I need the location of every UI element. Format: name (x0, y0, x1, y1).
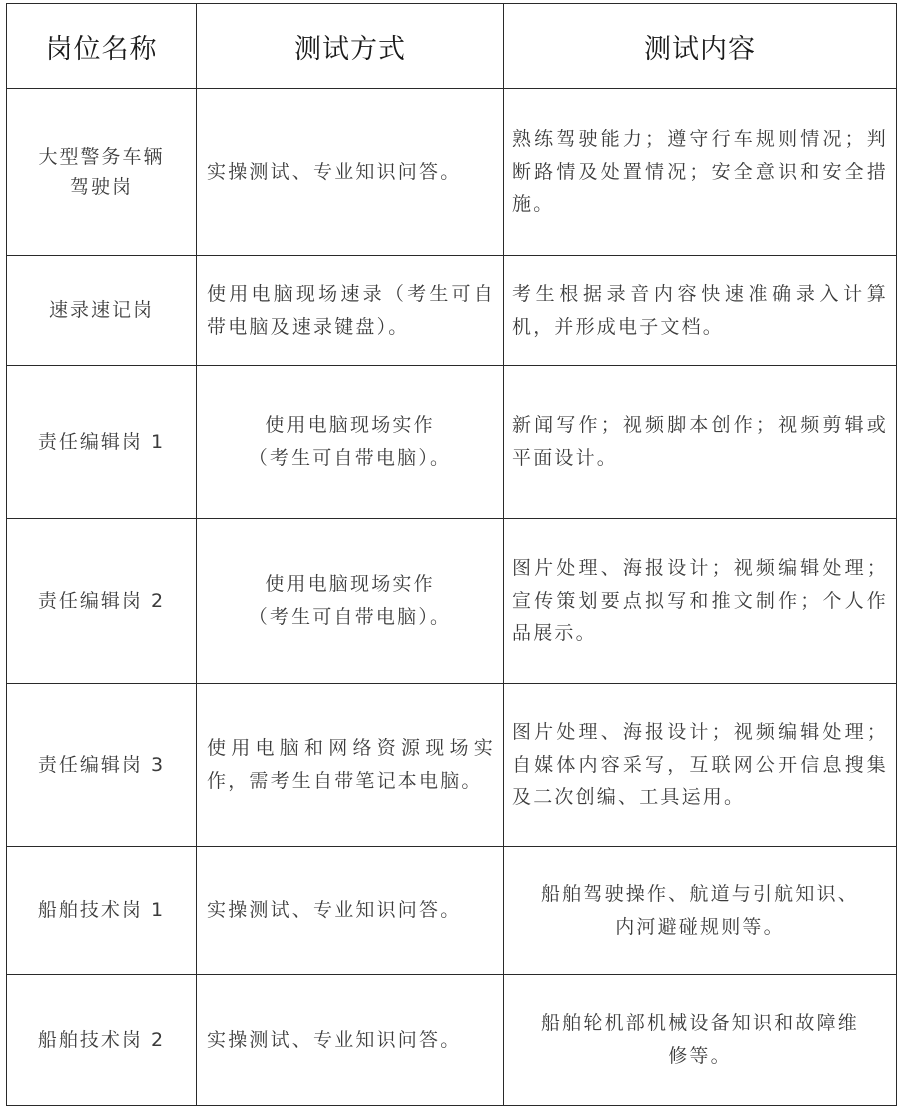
table-row (7, 847, 897, 975)
position-name-line: 大型警务车辆 (38, 145, 165, 168)
test-method-line: 使用电脑现场实作 (265, 414, 435, 437)
table-row (7, 684, 897, 847)
position-name-cell: 船舶技术岗 1 (7, 847, 197, 975)
test-method-cell (197, 519, 504, 684)
test-content-line: 船舶轮机部机械设备知识和故障维 (540, 1012, 859, 1035)
position-name-line: 驾驶岗 (69, 176, 133, 198)
position-name-cell: 责任编辑岗 1 (7, 366, 197, 519)
test-method-cell: 实操测试、专业知识问答。 (197, 847, 504, 975)
test-content-cell: 图片处理、海报设计；视频编辑处理；自媒体内容采写，互联网公开信息搜集及二次创编、工具运用。 (504, 684, 897, 847)
test-content-cell: 熟练驾驶能力；遵守行车规则情况；判断路情及处置情况；安全意识和安全措施。 (504, 89, 897, 256)
test-content-cell (504, 847, 897, 975)
test-content-cell: 考生根据录音内容快速准确录入计算机，并形成电子文档。 (504, 256, 897, 366)
test-method-line: （考生可自带电脑）。 (248, 606, 452, 628)
test-method-cell (197, 366, 504, 519)
position-name-cell: 责任编辑岗 3 (7, 684, 197, 847)
header-position-name: 岗位名称 (7, 4, 197, 89)
table-row (7, 89, 897, 256)
position-name-cell: 速录速记岗 (7, 256, 197, 366)
test-method-cell: 使用电脑现场速录（考生可自带电脑及速录键盘）。 (197, 256, 504, 366)
table-row (7, 975, 897, 1106)
test-method-line: （考生可自带电脑）。 (248, 447, 452, 469)
position-name-cell: 责任编辑岗 2 (7, 519, 197, 684)
header-test-method: 测试方式 (197, 4, 504, 89)
test-content-line: 船舶驾驶操作、航道与引航知识、 (540, 882, 859, 905)
test-method-cell: 实操测试、专业知识问答。 (197, 89, 504, 256)
position-name-cell (7, 89, 197, 256)
test-content-line: 修等。 (668, 1045, 732, 1067)
test-content-cell: 图片处理、海报设计；视频编辑处理；宣传策划要点拟写和推文制作；个人作品展示。 (504, 519, 897, 684)
test-method-cell: 实操测试、专业知识问答。 (197, 975, 504, 1106)
table-row (7, 366, 897, 519)
table-header-row (7, 4, 897, 89)
test-content-cell (504, 975, 897, 1106)
test-method-line: 使用电脑现场实作 (265, 573, 435, 596)
table-row (7, 519, 897, 684)
exam-table (6, 3, 897, 1106)
header-test-content: 测试内容 (504, 4, 897, 89)
test-content-cell: 新闻写作；视频脚本创作；视频剪辑或平面设计。 (504, 366, 897, 519)
test-method-cell: 使用电脑和网络资源现场实作，需考生自带笔记本电脑。 (197, 684, 504, 847)
table-row (7, 256, 897, 366)
position-name-cell: 船舶技术岗 2 (7, 975, 197, 1106)
test-content-line: 内河避碰规则等。 (615, 915, 785, 938)
